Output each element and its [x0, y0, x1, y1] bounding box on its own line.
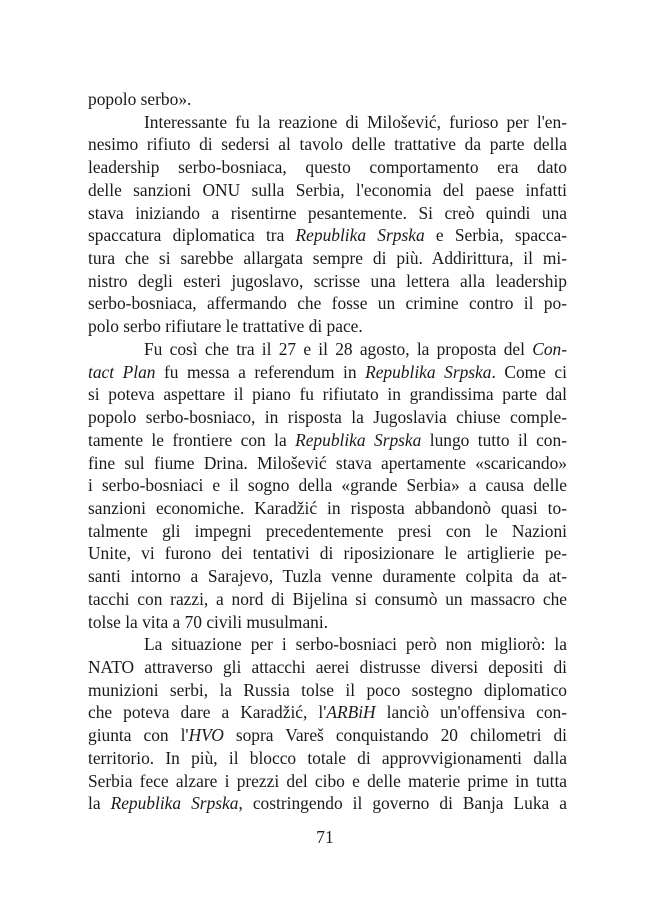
text-line: NATO attraverso gli attacchi aerei distrusse diversi depositi di: [88, 656, 567, 677]
text-line: stava iniziando a risentirne pesantemente. Si creò quindi una: [88, 202, 567, 223]
text-line: che poteva dare a Karadžić, l'ARBiH lanciò un'offensiva con-: [88, 702, 567, 723]
text-line: Unite, vi furono dei tentativi di riposizionare le artiglierie pe-: [88, 543, 567, 564]
page-number: 71: [316, 827, 334, 847]
text-line: La situazione per i serbo-bosniaci però non migliorò: la: [144, 634, 567, 655]
text-line: serbo-bosniaca, affermando che fosse un crimine contro il po-: [88, 293, 567, 314]
text-line: la Republika Srpska, costringendo il governo di Banja Luka a: [88, 793, 567, 814]
text-line: territorio. In più, il blocco totale di approvvigionamenti dalla: [88, 747, 567, 768]
text-line: tact Plan fu messa a referendum in Republika Srpska. Come ci: [88, 361, 567, 382]
italic-term: Republika Srpska: [365, 361, 492, 382]
italic-term: Con-: [532, 338, 567, 359]
text-line: fine sul fiume Drina. Milošević stava apertamente «scaricando»: [88, 452, 567, 473]
text-line: tamente le frontiere con la Republika Srpska lungo tutto il con-: [88, 429, 567, 450]
text-line: polo serbo rifiutare le trattative di pace.: [88, 316, 363, 337]
text-line: giunta con l'HVO sopra Vareš conquistando 20 chilometri di: [88, 725, 567, 746]
text-line: si poteva aspettare il piano fu rifiutato in grandissima parte dal: [88, 384, 567, 405]
text-line: Fu così che tra il 27 e il 28 agosto, la proposta del Con-: [144, 338, 567, 359]
text-line: leadership serbo-bosniaca, questo comportamento era dato: [88, 157, 567, 178]
text-line: popolo serbo».: [88, 89, 192, 109]
italic-term: Republika Srpska: [295, 225, 425, 246]
italic-term: Republika Srpska: [110, 793, 239, 814]
text-line: tacchi con razzi, a nord di Bijelina si consumò un massacro che: [88, 588, 567, 609]
italic-term: HVO: [188, 725, 224, 746]
page-body: [88, 88, 567, 815]
text-line: delle sanzioni ONU sulla Serbia, l'economia del paese infatti: [88, 179, 567, 200]
italic-term: Republika Srpska: [295, 429, 422, 450]
text-line: nesimo rifiuto di sedersi al tavolo delle trattative da parte della: [88, 134, 567, 155]
text-line: sanzioni economiche. Karadžić in risposta abbandonò quasi to-: [88, 497, 567, 518]
italic-term: ARBiH: [326, 702, 376, 723]
text-line: talmente gli impegni precedentemente presi con le Nazioni: [88, 520, 567, 541]
text-line: Interessante fu la reazione di Milošević, furioso per l'en-: [144, 111, 567, 132]
text-line: Serbia fece alzare i prezzi del cibo e delle materie prime in tutta: [88, 770, 567, 791]
text-line: santi intorno a Sarajevo, Tuzla venne duramente colpita da at-: [88, 566, 567, 587]
text-line: munizioni serbi, la Russia tolse il poco sostegno diplomatico: [88, 679, 567, 700]
text-line: tura che si sarebbe allargata sempre di più. Addirittura, il mi-: [88, 248, 567, 269]
text-line: spaccatura diplomatica tra Republika Srpska e Serbia, spacca-: [88, 225, 567, 246]
text-line: i serbo-bosniaci e il sogno della «grande Serbia» a causa delle: [88, 475, 567, 496]
italic-term: tact Plan: [88, 361, 156, 382]
text-line: nistro degli esteri jugoslavo, scrisse una lettera alla leadership: [88, 270, 567, 291]
text-line: tolse la vita a 70 civili musulmani.: [88, 611, 329, 632]
text-line: popolo serbo-bosniaco, in risposta la Jugoslavia chiuse comple-: [88, 407, 567, 428]
